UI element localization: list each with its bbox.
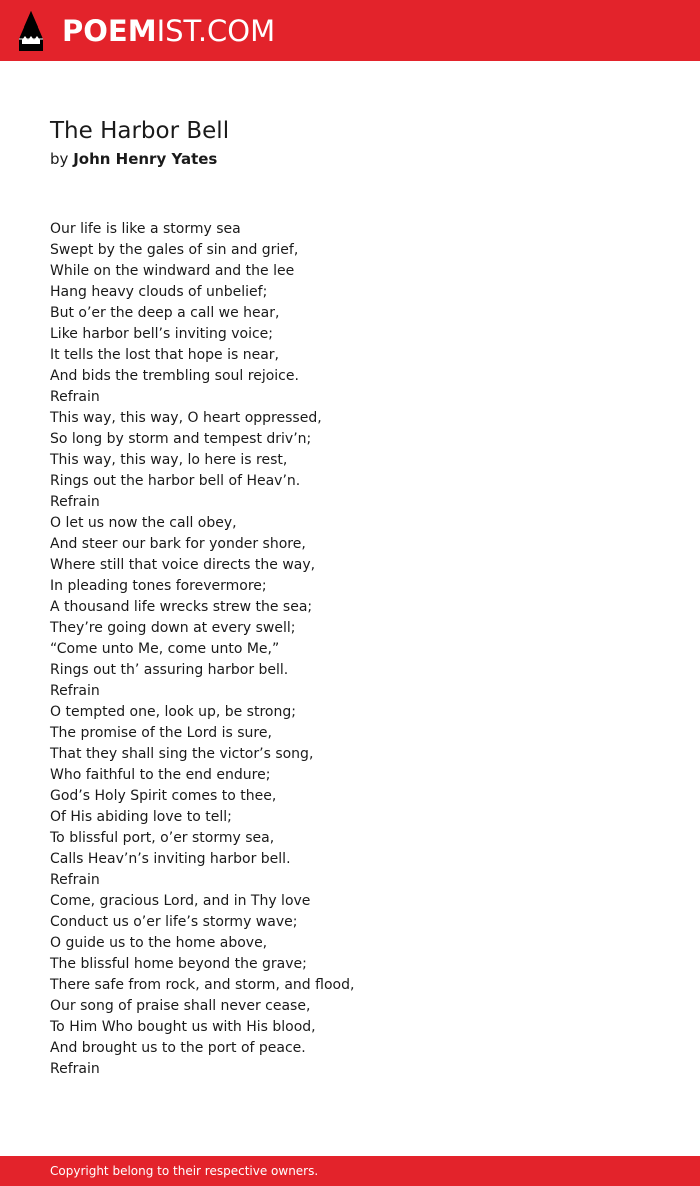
poem-line: Like harbor bell’s inviting voice; <box>50 326 273 342</box>
poem-line: Where still that voice directs the way, <box>50 557 316 573</box>
site-header <box>0 0 700 61</box>
poem-line: To blissful port, o’er stormy sea, <box>50 830 275 846</box>
poem-line: Rings out th’ assuring harbor bell. <box>50 662 289 678</box>
poem-line: It tells the lost that hope is near, <box>50 347 279 363</box>
poem-line: Of His abiding love to tell; <box>50 809 232 825</box>
poem-refrain-label: Refrain <box>50 872 100 888</box>
brand-name-light: IST.COM <box>156 14 276 48</box>
poem-line: This way, this way, lo here is rest, <box>50 452 288 468</box>
poem-line: And bids the trembling soul rejoice. <box>50 368 299 384</box>
poem-line: O guide us to the home above, <box>50 935 268 951</box>
byline-prefix: by <box>50 150 69 168</box>
poem-line: Who faithful to the end endure; <box>50 767 271 783</box>
brand-name <box>62 10 275 52</box>
site-footer <box>0 1156 700 1186</box>
poem-line: Rings out the harbor bell of Heav’n. <box>50 473 301 489</box>
poem-author: John Henry Yates <box>73 150 218 168</box>
poem-line: Our life is like a stormy sea <box>50 221 241 237</box>
poem-line: Come, gracious Lord, and in Thy love <box>50 893 311 909</box>
poem-refrain-label: Refrain <box>50 389 100 405</box>
poem-line: To Him Who bought us with His blood, <box>50 1019 316 1035</box>
copyright-notice: Copyright belong to their respective owners. <box>50 1164 319 1178</box>
poem-refrain-label: Refrain <box>50 494 100 510</box>
poem-line: And brought us to the port of peace. <box>50 1040 306 1056</box>
poem-refrain-label: Refrain <box>50 683 100 699</box>
poem-line: There safe from rock, and storm, and flood, <box>50 977 355 993</box>
poem-line: O tempted one, look up, be strong; <box>50 704 296 720</box>
poem-line: Conduct us o’er life’s stormy wave; <box>50 914 298 930</box>
poem-line: “Come unto Me, come unto Me,” <box>50 641 280 657</box>
poem-body <box>50 219 670 1080</box>
poem-line: God’s Holy Spirit comes to thee, <box>50 788 277 804</box>
poem-line: Hang heavy clouds of unbelief; <box>50 284 268 300</box>
poem-line: O let us now the call obey, <box>50 515 237 531</box>
site-logo[interactable] <box>18 10 275 52</box>
poem-line: The promise of the Lord is sure, <box>50 725 272 741</box>
poem-line: While on the windward and the lee <box>50 263 295 279</box>
poem-line: Calls Heav’n’s inviting harbor bell. <box>50 851 291 867</box>
poem-line: And steer our bark for yonder shore, <box>50 536 306 552</box>
pencil-tip-icon <box>18 10 44 52</box>
poem-line: That they shall sing the victor’s song, <box>50 746 314 762</box>
poem-line: A thousand life wrecks strew the sea; <box>50 599 313 615</box>
poem-line: Our song of praise shall never cease, <box>50 998 311 1014</box>
poem-refrain-label: Refrain <box>50 1061 100 1077</box>
brand-name-bold: POEM <box>62 14 157 48</box>
poem-line: So long by storm and tempest driv’n; <box>50 431 312 447</box>
poem-line: But o’er the deep a call we hear, <box>50 305 280 321</box>
poem-line: The blissful home beyond the grave; <box>50 956 307 972</box>
poem-title: The Harbor Bell <box>50 118 230 144</box>
poem-line: In pleading tones forevermore; <box>50 578 267 594</box>
poem-line: They’re going down at every swell; <box>50 620 296 636</box>
poem-heading <box>50 114 670 170</box>
poem-line: Swept by the gales of sin and grief, <box>50 242 299 258</box>
poem-byline <box>50 148 670 170</box>
poem-line: This way, this way, O heart oppressed, <box>50 410 322 426</box>
